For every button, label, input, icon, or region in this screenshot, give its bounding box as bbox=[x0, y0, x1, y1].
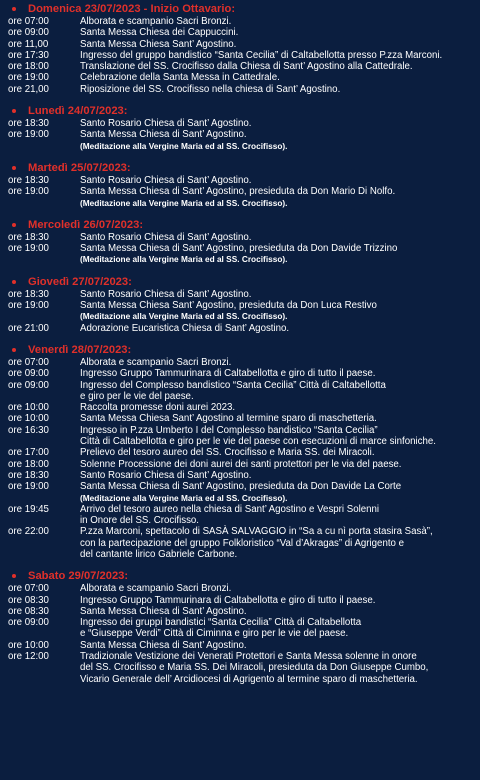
event-time: ore 18:30 bbox=[8, 288, 49, 300]
event-time: ore 08:30 bbox=[8, 594, 49, 606]
event-note bbox=[6, 311, 474, 322]
event-time: ore 18:00 bbox=[8, 458, 49, 470]
event-time: ore 18:30 bbox=[8, 469, 49, 481]
event-time: ore 09:00 bbox=[8, 27, 49, 39]
event-row bbox=[6, 504, 474, 515]
event-text: con la partecipazione del gruppo Folkloristico “Val d’Akragas” di Agrigento e bbox=[80, 537, 404, 549]
event-row bbox=[6, 617, 474, 628]
event-time: ore 07:00 bbox=[8, 16, 49, 27]
event-row bbox=[6, 606, 474, 617]
event-text: Santa Messa Chiesa di Sant’ Agostino, presieduta da Don Mario Di Nolfo. bbox=[80, 186, 396, 198]
event-text: Santa Messa Chiesa Sant’ Agostino al termine sparo di maschetteria. bbox=[80, 413, 377, 425]
event-text: Adorazione Eucaristica Chiesa di Sant’ Agostino. bbox=[80, 322, 290, 334]
event-time bbox=[6, 515, 80, 526]
event-text: Ingresso dei gruppi bandistici “Santa Cecilia” Città di Caltabellotta bbox=[80, 617, 362, 629]
event-time bbox=[6, 391, 80, 402]
event-text: Vicario Generale dell’ Arcidiocesi di Agrigento al termine sparo di maschetteria. bbox=[80, 673, 418, 685]
event-time: ore 11,00 bbox=[8, 38, 49, 50]
event-row bbox=[6, 538, 474, 549]
day-title-text: Mercoledì 26/07/2023: bbox=[28, 218, 144, 231]
event-time bbox=[6, 254, 80, 265]
event-time: ore 10:00 bbox=[8, 402, 49, 414]
event-row bbox=[6, 232, 474, 243]
event-text: Ingresso Gruppo Tammurinara di Caltabellotta e giro di tutto il paese. bbox=[80, 368, 376, 380]
event-row bbox=[6, 357, 474, 368]
event-time bbox=[6, 549, 80, 560]
event-text: Santa Messa Chiesa dei Cappuccini. bbox=[80, 27, 239, 39]
bullet-icon bbox=[12, 166, 16, 170]
event-text: Alborata e scampanio Sacri Bronzi. bbox=[80, 583, 232, 595]
event-text: Translazione del SS. Crocifisso dalla Chiesa di Sant’ Agostino alla Cattedrale. bbox=[80, 61, 413, 73]
day-title bbox=[6, 275, 474, 289]
event-note bbox=[6, 493, 474, 504]
event-text: Tradizionale Vestizione dei Venerati Protettori e Santa Messa solenne in onore bbox=[80, 651, 417, 663]
event-time: ore 21:00 bbox=[8, 322, 49, 334]
bullet-icon bbox=[12, 348, 16, 352]
bullet-icon bbox=[12, 7, 16, 11]
event-text: Santo Rosario Chiesa di Sant’ Agostino. bbox=[80, 469, 252, 481]
event-row bbox=[6, 402, 474, 413]
event-row bbox=[6, 27, 474, 38]
event-row bbox=[6, 425, 474, 436]
event-text: Ingresso in P.zza Umberto I del Complesso bandistico “Santa Cecilia” bbox=[80, 424, 378, 436]
event-time bbox=[6, 311, 80, 322]
event-time: ore 21,00 bbox=[8, 83, 49, 95]
event-time: ore 09:00 bbox=[8, 368, 49, 380]
event-time: ore 19:00 bbox=[8, 300, 49, 312]
event-time: ore 18:00 bbox=[8, 61, 49, 73]
day-section bbox=[6, 161, 474, 209]
bullet-icon bbox=[12, 280, 16, 284]
event-time: ore 07:00 bbox=[8, 583, 49, 595]
event-row bbox=[6, 459, 474, 470]
day-title-text: Sabato 29/07/2023: bbox=[28, 570, 129, 583]
event-note bbox=[6, 254, 474, 265]
event-row bbox=[6, 481, 474, 492]
event-row bbox=[6, 674, 474, 685]
event-text: e giro per le vie del paese. bbox=[80, 390, 194, 402]
event-text: (Meditazione alla Vergine Maria ed al SS. Crocifisso). bbox=[80, 197, 288, 208]
event-time: ore 17:00 bbox=[8, 447, 49, 459]
event-text: Santa Messa Chiesa di Sant’ Agostino. bbox=[80, 639, 247, 651]
day-section bbox=[6, 104, 474, 152]
day-title-text: Martedì 25/07/2023: bbox=[28, 161, 131, 174]
event-text: (Meditazione alla Vergine Maria ed al SS. Crocifisso). bbox=[80, 311, 288, 322]
event-time: ore 22:00 bbox=[8, 526, 49, 538]
event-text: Celebrazione della Santa Messa in Cattedrale. bbox=[80, 72, 280, 84]
event-text: Santa Messa Chiesa di Sant’ Agostino, presieduta da Don Davide Trizzino bbox=[80, 243, 398, 255]
event-time: ore 19:00 bbox=[8, 72, 49, 84]
event-time: ore 19:00 bbox=[8, 186, 49, 198]
event-text: Ingresso Gruppo Tammurinara di Caltabellotta e giro di tutto il paese. bbox=[80, 594, 376, 606]
event-text: Santa Messa Chiesa di Sant’ Agostino. bbox=[80, 605, 247, 617]
event-row bbox=[6, 391, 474, 402]
event-row bbox=[6, 628, 474, 639]
event-text: Santo Rosario Chiesa di Sant’ Agostino. bbox=[80, 288, 252, 300]
event-row bbox=[6, 413, 474, 424]
event-row bbox=[6, 662, 474, 673]
event-row bbox=[6, 175, 474, 186]
event-row bbox=[6, 129, 474, 140]
event-text: Santa Messa Chiesa Sant’ Agostino. bbox=[80, 38, 237, 50]
event-row bbox=[6, 640, 474, 651]
day-section bbox=[6, 275, 474, 334]
event-row bbox=[6, 380, 474, 391]
event-text: in Onore del SS. Crocifisso. bbox=[80, 515, 199, 527]
bullet-icon bbox=[12, 574, 16, 578]
event-text: Santo Rosario Chiesa di Sant’ Agostino. bbox=[80, 231, 252, 243]
event-row bbox=[6, 84, 474, 95]
day-title-text: Domenica 23/07/2023 - Inizio Ottavario: bbox=[28, 3, 236, 15]
event-time: ore 08:30 bbox=[8, 605, 49, 617]
event-row bbox=[6, 549, 474, 560]
event-time: ore 19:00 bbox=[8, 481, 49, 493]
event-text: Riposizione del SS. Crocifisso nella chiesa di Sant’ Agostino. bbox=[80, 83, 341, 95]
event-time: ore 09:00 bbox=[8, 617, 49, 629]
event-row bbox=[6, 300, 474, 311]
day-title-text: Venerdì 28/07/2023: bbox=[28, 343, 132, 356]
event-text: Solenne Processione dei doni aurei dei santi protettori per le via del paese. bbox=[80, 458, 402, 470]
event-note bbox=[6, 141, 474, 152]
event-text: Santa Messa Chiesa di Sant’ Agostino, presieduta da Don Davide La Corte bbox=[80, 481, 402, 493]
event-text: Arrivo del tesoro aureo nella chiesa di Sant’ Agostino e Vespri Solenni bbox=[80, 503, 380, 515]
event-text: P.zza Marconi, spettacolo di SASÀ SALVAGGIO in “Sa a cu nì porta stasira Sasà”, bbox=[80, 526, 433, 538]
event-time: ore 17:30 bbox=[8, 49, 49, 61]
event-time: ore 18:30 bbox=[8, 231, 49, 243]
event-time: ore 10:00 bbox=[8, 639, 49, 651]
event-text: (Meditazione alla Vergine Maria ed al SS. Crocifisso). bbox=[80, 140, 288, 151]
event-text: Santa Messa Chiesa di Sant’ Agostino. bbox=[80, 129, 247, 141]
event-row bbox=[6, 595, 474, 606]
event-row bbox=[6, 50, 474, 61]
event-text: Raccolta promesse doni aurei 2023. bbox=[80, 402, 236, 414]
event-row bbox=[6, 39, 474, 50]
event-row bbox=[6, 289, 474, 300]
event-time: ore 07:00 bbox=[8, 356, 49, 368]
event-text: Santa Messa Chiesa Sant’ Agostino, presieduta da Don Luca Restivo bbox=[80, 300, 377, 312]
event-text: Santo Rosario Chiesa di Sant’ Agostino. bbox=[80, 174, 252, 186]
day-section bbox=[6, 2, 474, 95]
event-text: (Meditazione alla Vergine Maria ed al SS. Crocifisso). bbox=[80, 492, 288, 503]
event-text: Ingresso del gruppo bandistico “Santa Cecilia” di Caltabellotta presso P.zza Marconi. bbox=[80, 49, 443, 61]
event-text: (Meditazione alla Vergine Maria ed al SS. Crocifisso). bbox=[80, 254, 288, 265]
event-time: ore 16:30 bbox=[8, 424, 49, 436]
event-text: Alborata e scampanio Sacri Bronzi. bbox=[80, 16, 232, 27]
event-text: Prelievo del tesoro aureo del SS. Crocifisso e Maria SS. dei Miracoli. bbox=[80, 447, 375, 459]
event-row bbox=[6, 16, 474, 27]
event-time bbox=[6, 141, 80, 152]
bullet-icon bbox=[12, 223, 16, 227]
event-text: Ingresso del Complesso bandistico “Santa Cecilia” Città di Caltabellotta bbox=[80, 379, 386, 391]
event-text: del cantante lirico Gabriele Carbone. bbox=[80, 548, 238, 560]
event-time: ore 19:00 bbox=[8, 129, 49, 141]
event-row bbox=[6, 118, 474, 129]
event-text: del SS. Crocifisso e Maria SS. Dei Miracoli, presieduta da Don Giuseppe Cumbo, bbox=[80, 662, 429, 674]
event-time: ore 19:00 bbox=[8, 243, 49, 255]
event-time: ore 10:00 bbox=[8, 413, 49, 425]
event-time bbox=[6, 493, 80, 504]
day-title bbox=[6, 218, 474, 232]
event-row bbox=[6, 583, 474, 594]
day-section bbox=[6, 218, 474, 266]
event-time bbox=[6, 436, 80, 447]
day-title-text: Lunedì 24/07/2023: bbox=[28, 105, 128, 118]
day-title bbox=[6, 569, 474, 583]
event-time: ore 19:45 bbox=[8, 503, 49, 515]
event-row bbox=[6, 526, 474, 537]
event-row bbox=[6, 186, 474, 197]
day-title bbox=[6, 2, 474, 16]
day-title bbox=[6, 104, 474, 118]
event-time bbox=[6, 662, 80, 673]
event-row bbox=[6, 515, 474, 526]
day-title bbox=[6, 343, 474, 357]
event-time bbox=[6, 198, 80, 209]
event-time: ore 18:30 bbox=[8, 174, 49, 186]
day-title-text: Giovedì 27/07/2023: bbox=[28, 275, 132, 288]
day-section bbox=[6, 343, 474, 560]
event-text: Santo Rosario Chiesa di Sant’ Agostino. bbox=[80, 118, 252, 130]
event-text: e “Giuseppe Verdi” Città di Ciminna e giro per le vie del paese. bbox=[80, 628, 349, 640]
event-time bbox=[6, 538, 80, 549]
event-row bbox=[6, 61, 474, 72]
event-row bbox=[6, 651, 474, 662]
event-row bbox=[6, 447, 474, 458]
day-section bbox=[6, 569, 474, 685]
event-text: Città di Caltabellotta e giro per le vie del paese con esecuzioni di marce sinfoniche. bbox=[80, 436, 436, 448]
event-time bbox=[6, 674, 80, 685]
event-time: ore 18:30 bbox=[8, 118, 49, 130]
event-text: Alborata e scampanio Sacri Bronzi. bbox=[80, 356, 232, 368]
event-time: ore 12:00 bbox=[8, 651, 49, 663]
day-title bbox=[6, 161, 474, 175]
event-row bbox=[6, 368, 474, 379]
event-row bbox=[6, 323, 474, 334]
event-time: ore 09:00 bbox=[8, 379, 49, 391]
event-row bbox=[6, 470, 474, 481]
event-time bbox=[6, 628, 80, 639]
event-row bbox=[6, 72, 474, 83]
event-row bbox=[6, 243, 474, 254]
event-note bbox=[6, 198, 474, 209]
event-row bbox=[6, 436, 474, 447]
bullet-icon bbox=[12, 109, 16, 113]
